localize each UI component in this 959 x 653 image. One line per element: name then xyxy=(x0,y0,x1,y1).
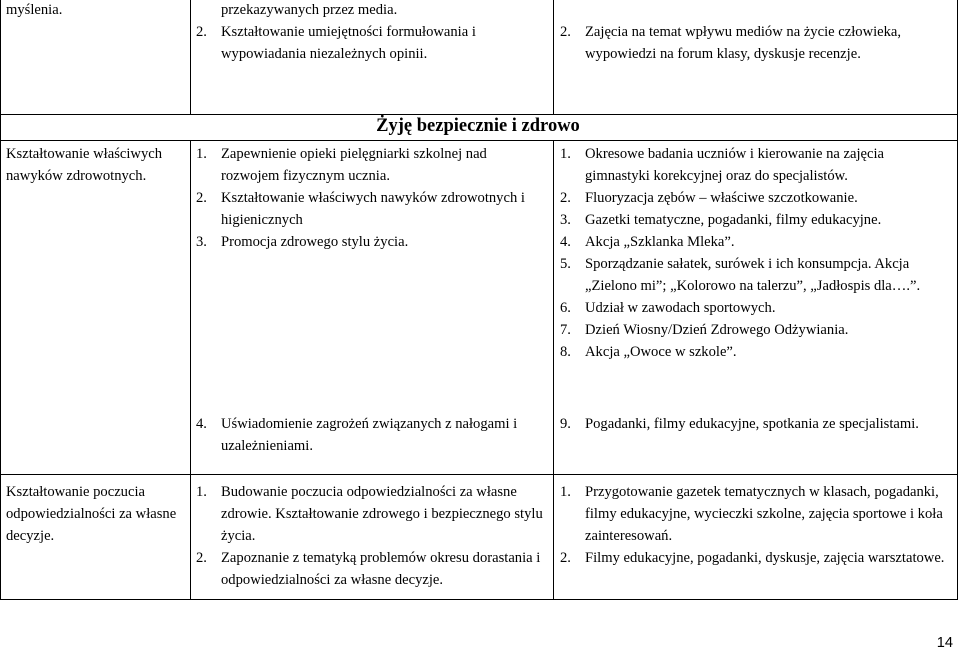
activity-number: 2. xyxy=(560,24,571,40)
activity-number: 2. xyxy=(560,550,571,566)
task-lead xyxy=(196,0,546,21)
column-divider-2b xyxy=(553,140,554,600)
addictions-task xyxy=(196,413,546,457)
task-number: 1. xyxy=(196,146,207,162)
activity-number: 7. xyxy=(560,322,571,338)
section-title: Żyję bezpiecznie i zdrowo xyxy=(376,116,580,136)
activity-text: Przygotowanie gazetek tematycznych w klasach, pogadanki, filmy edukacyjne, wycieczki szkolne, zajęcia sportowe i koła zainteresowań. xyxy=(585,484,943,544)
activity-number: 2. xyxy=(560,190,571,206)
task-number: 2. xyxy=(196,24,207,40)
column-divider-2 xyxy=(553,0,554,114)
table-border-bottom xyxy=(0,599,958,600)
activity-text: Pogadanki, filmy edukacyjne, spotkania ze specjalistami. xyxy=(585,416,919,432)
healthy-habits-tasks xyxy=(196,143,546,253)
task-number: 4. xyxy=(196,416,207,432)
activity-number: 6. xyxy=(560,300,571,316)
specialists-activity xyxy=(560,413,945,435)
activity-text: Sporządzanie sałatek, surówek i ich konsumpcja. Akcja „Zielono mi”; „Kolorowo na talerzu”, „Jadłospis dla….”. xyxy=(585,256,921,294)
activity-number: 8. xyxy=(560,344,571,360)
healthy-habits-activities xyxy=(560,143,945,363)
task-text: Uświadomienie zagrożeń związanych z nałogami i uzależnieniami. xyxy=(221,416,518,454)
task-text: Kształtowanie umiejętności formułowania i wypowiadania niezależnych opinii. xyxy=(221,24,476,62)
activity-item xyxy=(560,187,945,209)
activity-item xyxy=(560,547,945,569)
table-border-left xyxy=(0,0,1,600)
activity-number: 3. xyxy=(560,212,571,228)
table-border-right xyxy=(957,0,958,600)
activity-item xyxy=(560,481,945,547)
activity-text: Akcja „Szklanka Mleka”. xyxy=(585,234,735,250)
task-text: Promocja zdrowego stylu życia. xyxy=(221,234,409,250)
task-number: 2. xyxy=(196,190,207,206)
activity-item xyxy=(560,231,945,253)
top-row-activities xyxy=(560,21,940,65)
activity-item xyxy=(560,341,945,363)
activity-text: Zajęcia na temat wpływu mediów na życie człowieka, wypowiedzi na forum klasy, dyskusje recenzje. xyxy=(585,24,902,62)
top-row-tasks xyxy=(196,0,546,65)
activity-text: Okresowe badania uczniów i kierowanie na zajęcia gimnastyki korekcyjnej oraz do specjalistów. xyxy=(585,146,885,184)
activity-number: 1. xyxy=(560,484,571,500)
task-text: Zapoznanie z tematyką problemów okresu dorastania i odpowiedzialności za własne decyzje. xyxy=(221,550,541,588)
activity-number: 9. xyxy=(560,416,571,432)
task-item xyxy=(196,187,546,231)
top-row-goal: myślenia. xyxy=(6,2,63,18)
row-divider-responsibility xyxy=(0,474,958,475)
healthy-habits-goal: Kształtowanie właściwych nawyków zdrowotnych. xyxy=(6,146,163,184)
activity-item xyxy=(560,319,945,341)
task-lead-text: przekazywanych przez media. xyxy=(221,2,398,18)
responsibility-goal: Kształtowanie poczucia odpowiedzialności za własne decyzje. xyxy=(6,484,177,544)
activity-item xyxy=(560,413,945,435)
task-item xyxy=(196,547,546,591)
activity-number: 5. xyxy=(560,256,571,272)
page-number: 14 xyxy=(936,635,953,651)
task-item xyxy=(196,413,546,457)
activity-item xyxy=(560,21,940,65)
task-number: 1. xyxy=(196,484,207,500)
column-divider-1 xyxy=(190,0,191,114)
task-item xyxy=(196,21,546,65)
activity-item xyxy=(560,253,945,297)
activity-text: Dzień Wiosny/Dzień Zdrowego Odżywiania. xyxy=(585,322,849,338)
task-text: Zapewnienie opieki pielęgniarki szkolnej nad rozwojem fizycznym ucznia. xyxy=(221,146,487,184)
activity-number: 1. xyxy=(560,146,571,162)
activity-item xyxy=(560,209,945,231)
activity-text: Filmy edukacyjne, pogadanki, dyskusje, zajęcia warsztatowe. xyxy=(585,550,945,566)
task-text: Budowanie poczucia odpowiedzialności za własne zdrowie. Kształtowanie zdrowego i bezpiecznego stylu życia. xyxy=(221,484,543,544)
row-divider-title xyxy=(0,140,958,141)
activity-text: Akcja „Owoce w szkole”. xyxy=(585,344,737,360)
activity-number: 4. xyxy=(560,234,571,250)
activity-text: Fluoryzacja zębów – właściwe szczotkowanie. xyxy=(585,190,858,206)
activity-text: Udział w zawodach sportowych. xyxy=(585,300,776,316)
task-text: Kształtowanie właściwych nawyków zdrowotnych i higienicznych xyxy=(221,190,525,228)
activity-item xyxy=(560,143,945,187)
task-item xyxy=(196,231,546,253)
task-item xyxy=(196,481,546,547)
column-divider-1b xyxy=(190,140,191,600)
task-item xyxy=(196,143,546,187)
task-number: 2. xyxy=(196,550,207,566)
activity-item xyxy=(560,297,945,319)
responsibility-activities xyxy=(560,481,945,569)
task-number: 3. xyxy=(196,234,207,250)
activity-text: Gazetki tematyczne, pogadanki, filmy edukacyjne. xyxy=(585,212,882,228)
responsibility-tasks xyxy=(196,481,546,591)
